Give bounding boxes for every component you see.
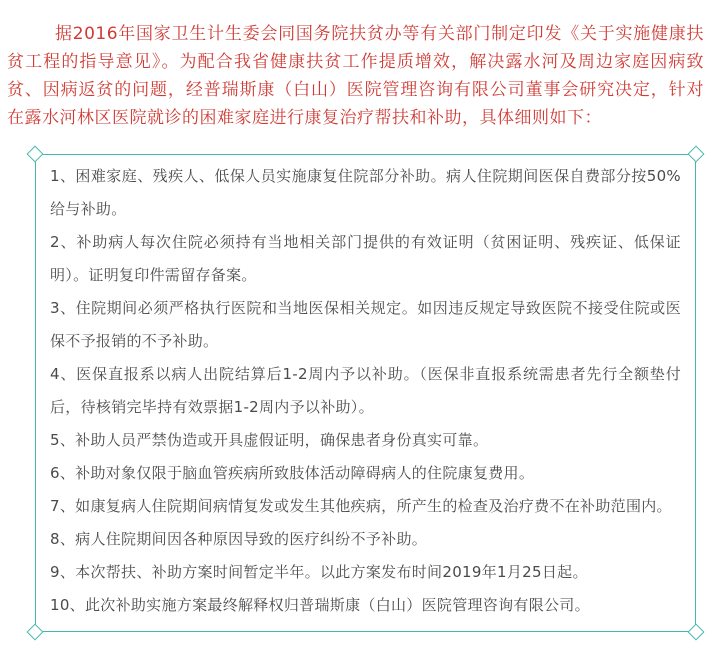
diamond-icon [688,146,705,163]
list-item: 4、医保直报系以病人出院结算后1-2周内予以补助。（医保非直报系统需患者先行全额垫付后，待核销完毕持有效票据1-2周内予以补助）。 [50,365,681,416]
list-item: 1、困难家庭、残疾人、低保人员实施康复住院部分补助。病人住院期间医保自费部分按50%给与补助。 [50,167,681,218]
list-item: 7、如康复病人住院期间病情复发或发生其他疾病，所产生的检查及治疗费不在补助范围内。 [50,497,672,515]
intro-paragraph: 据2016年国家卫生计生委会同国务院扶贫办等有关部门制定印发《关于实施健康扶贫工程的指导意见》。为配合我省健康扶贫工作提质增效，解决露水河及周边家庭因病致贫、因病返贫的问题，经普瑞斯康（白山）医院管理咨询有限公司董事会研究决定，针对在露水河林区医院就诊的困难家庭进行康复治疗帮扶和补助，具体细则如下： [7,24,704,128]
diamond-icon [688,624,705,641]
list-item: 8、病人住院期间因各种原因导致的医疗纠纷不予补助。 [50,530,428,548]
list-item: 10、此次补助实施方案最终解释权归普瑞斯康（白山）医院管理咨询有限公司。 [50,596,590,614]
list-item: 2、补助病人每次住院必须持有当地相关部门提供的有效证明（贫困证明、残疾证、低保证明）。证明复印件需留存备案。 [50,233,681,284]
list-item: 3、住院期间必须严格执行医院和当地医保相关规定。如因违反规定导致医院不接受住院或医保不予报销的不予补助。 [50,299,681,350]
list-item: 6、补助对象仅限于脑血管疾病所致肢体活动障碍病人的住院康复费用。 [50,464,535,482]
list-item: 5、补助人员严禁伪造或开具虚假证明，确保患者身份真实可靠。 [50,431,489,449]
diamond-icon [27,624,44,641]
diamond-icon [27,146,44,163]
list-item: 9、本次帮扶、补助方案时间暂定半年。以此方案发布时间2019年1月25日起。 [50,563,588,581]
notice-box [35,154,696,632]
